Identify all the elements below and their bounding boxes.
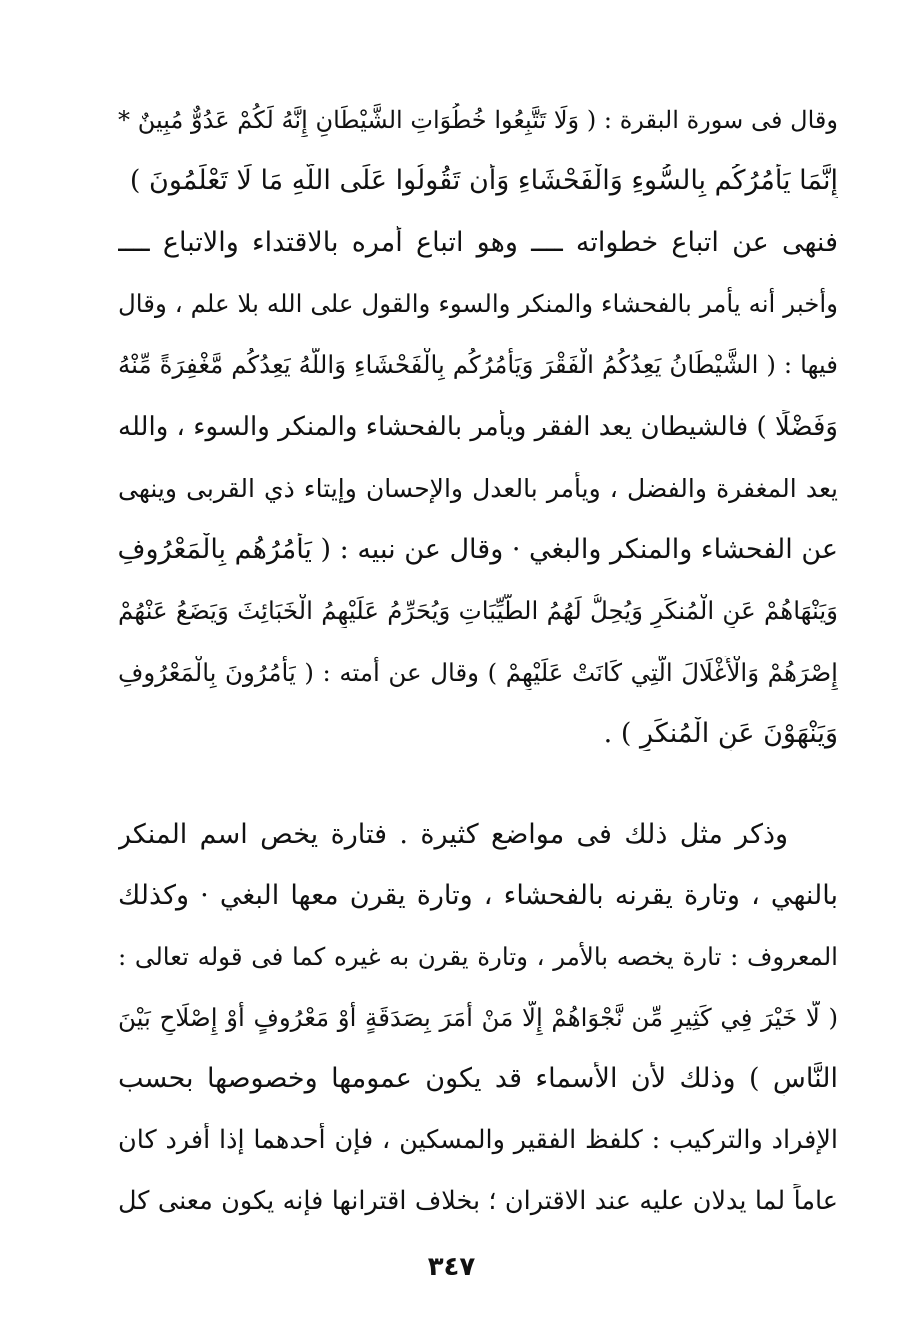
text-line: وَيَنْهَوْنَ عَنِ الْمُنكَرِ ) . — [603, 718, 838, 749]
text-line: وأخبر أنه يأمر بالفحشاء والمنكر والسوء والقول على الله بلا علم ، وقال — [118, 289, 838, 318]
text-line: وَفَضْلًا ) فالشيطان يعد الفقر ويأمر بالفحشاء والمنكر والسوء ، والله — [118, 412, 838, 442]
text-line: المعروف : تارة يخصه بالأمر ، وتارة يقرن به غيره كما فى قوله تعالى : — [118, 942, 838, 971]
text-line: عن الفحشاء والمنكر والبغي · وقال عن نبيه : ( يَأْمُرُهُم بِالْمَعْرُوفِ — [118, 534, 838, 565]
text-line: عاماً لما يدلان عليه عند الاقتران ؛ بخلاف اقترانها فإنه يكون معنى كل — [118, 1186, 838, 1216]
text-line: فيها : ( الشَّيْطَانُ يَعِدُكُمُ الْفَقْرَ وَيَأْمُرُكُم بِالْفَحْشَاءِ وَاللَّهُ يَعِدُكُم مَّغْفِرَةً مِّنْهُ — [118, 350, 838, 379]
text-line: وَيَنْهَاهُمْ عَنِ الْمُنكَرِ وَيُحِلُّ لَهُمُ الطَّيِّبَاتِ وَيُحَرِّمُ عَلَيْهِمُ الْخَبَائِثَ وَيَضَعُ عَنْهُمْ — [118, 596, 838, 625]
text-line: وقال فى سورة البقرة : ( وَلَا تَتَّبِعُوا خُطُوَاتِ الشَّيْطَانِ إِنَّهُ لَكُمْ عَدُوٌّ مُبِينٌ * — [118, 106, 838, 134]
text-line: ( لَّا خَيْرَ فِي كَثِيرٍ مِّن نَّجْوَاهُمْ إِلَّا مَنْ أَمَرَ بِصَدَقَةٍ أَوْ مَعْرُوفٍ أَوْ إِصْلَاحٍ بَيْنَ — [118, 1003, 838, 1032]
text-line: إِصْرَهُمْ وَالْأَغْلَالَ الَّتِي كَانَتْ عَلَيْهِمْ ) وقال عن أمته : ( يَأْمُرُونَ بِالْمَعْرُوفِ — [118, 658, 838, 687]
text-line: وذكر مثل ذلك فى مواضع كثيرة . فتارة يخص اسم المنكر — [118, 819, 788, 850]
text-line: النَّاسِ ) وذلك لأن الأسماء قد يكون عمومها وخصوصها بحسب — [118, 1063, 838, 1094]
text-line: فنهى عن اتباع خطواته ــــ وهو اتباع أمره بالاقتداء والاتباع ــــ — [118, 227, 838, 258]
text-line: يعد المغفرة والفضل ، ويأمر بالعدل والإحسان وإيتاء ذي القربى وينهى — [118, 474, 838, 503]
text-line: إِنَّمَا يَأْمُرُكُم بِالسُّوءِ وَالْفَحْشَاءِ وَأَن تَقُولُوا عَلَى اللَّهِ مَا لَا تَعْلَمُونَ ) — [129, 165, 838, 196]
text-line: الإفراد والتركيب : كلفظ الفقير والمسكين ، فإن أحدهما إذا أفرد كان — [118, 1125, 838, 1155]
page-number: ٣٤٧ — [427, 1252, 476, 1282]
text-line: بالنهي ، وتارة يقرنه بالفحشاء ، وتارة يقرن معها البغي · وكذلك — [118, 880, 838, 911]
